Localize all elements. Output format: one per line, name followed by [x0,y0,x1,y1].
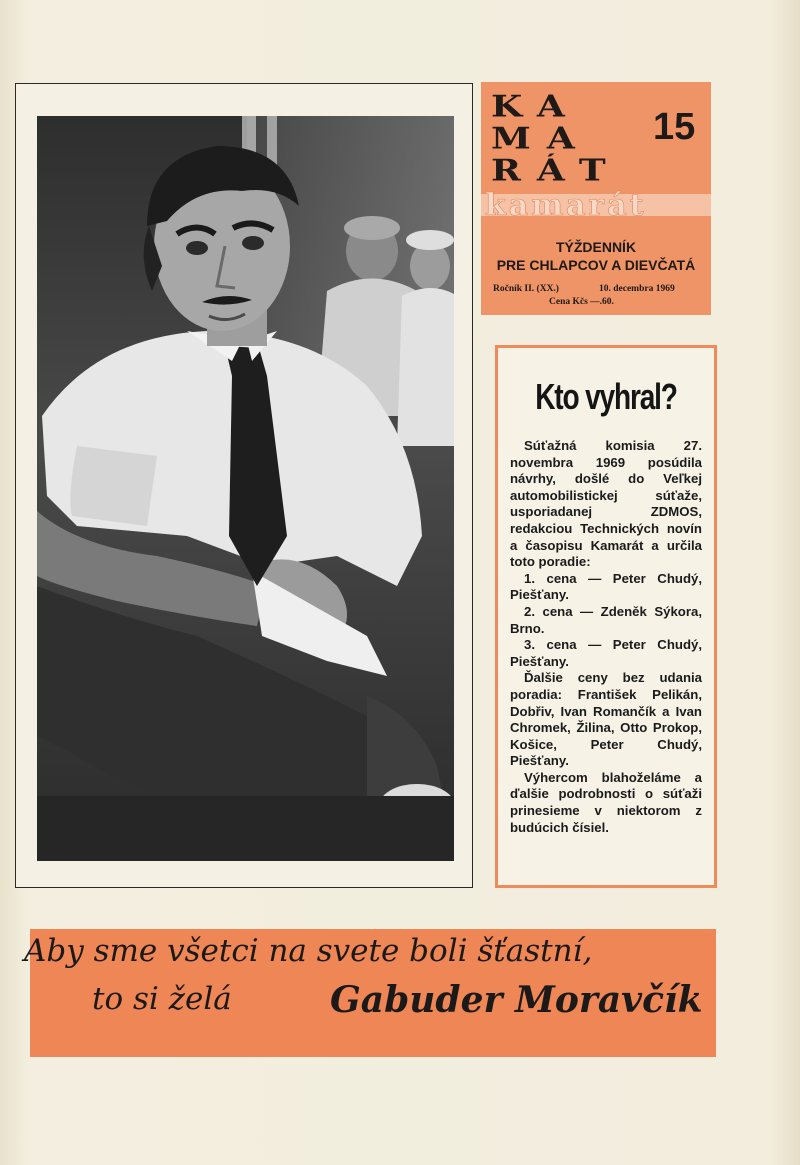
volume-label: Ročník II. (XX.) [493,284,559,294]
article-box [495,345,717,888]
signature-band [24,929,716,1057]
article-paragraph: 3. cena — Peter Chudý, Piešťany. [510,637,702,669]
issue-date: 10. decembra 1969 [599,284,675,294]
masthead [481,82,711,315]
article-title: Kto vyhral? [535,376,677,417]
article-paragraph: Súťažná komisia 27. novembra 1969 posúdila návrhy, došlé do Veľkej automobilistickej súťaže, usporiadanej ZDMOS, redakciou Technických novín a časopisu Kamarát a určila toto poradie: [510,438,702,570]
logo-band-text: kamarát [485,188,647,223]
article-paragraph: 1. cena — Peter Chudý, Piešťany. [510,570,702,603]
cover-photo [37,116,454,861]
article-paragraph: Výhercom blahoželáme a ďalšie podrobnosti o súťaži prinesieme v niektorom z budúcich čísiel. [510,769,702,835]
cover-photo-frame [15,83,473,888]
tagline-line-1: TÝŽDENNÍK [555,239,637,255]
logo-band [481,188,711,223]
article-paragraph: Ďalšie ceny bez udania poradia: František Pelikán, Dobřiv, Ivan Romančík a Ivan Chromek, Žilina, Otto Prokop, Košice, Peter Chudý, Piešťany. [510,670,702,769]
logo-line-3: RÁT [491,153,622,188]
tagline-line-2: PRE CHLAPCOV A DIEVČATÁ [496,257,696,273]
logo-line-1: KA [491,89,581,124]
handwritten-signature: Gabuder Moravčík [330,979,703,1021]
handwritten-line-2: to si želá [92,981,232,1017]
price-label: Cena Kčs —.60. [549,297,614,307]
issue-number: 15 [653,106,696,148]
handwritten-line-1: Aby sme všetci na svete boli šťastní, [24,933,593,969]
article-body [510,438,702,836]
cover-photo-illustration [37,116,454,861]
logo-line-2: MA [491,121,591,156]
article-paragraph: 2. cena — Zdeněk Sýkora, Brno. [510,603,702,636]
